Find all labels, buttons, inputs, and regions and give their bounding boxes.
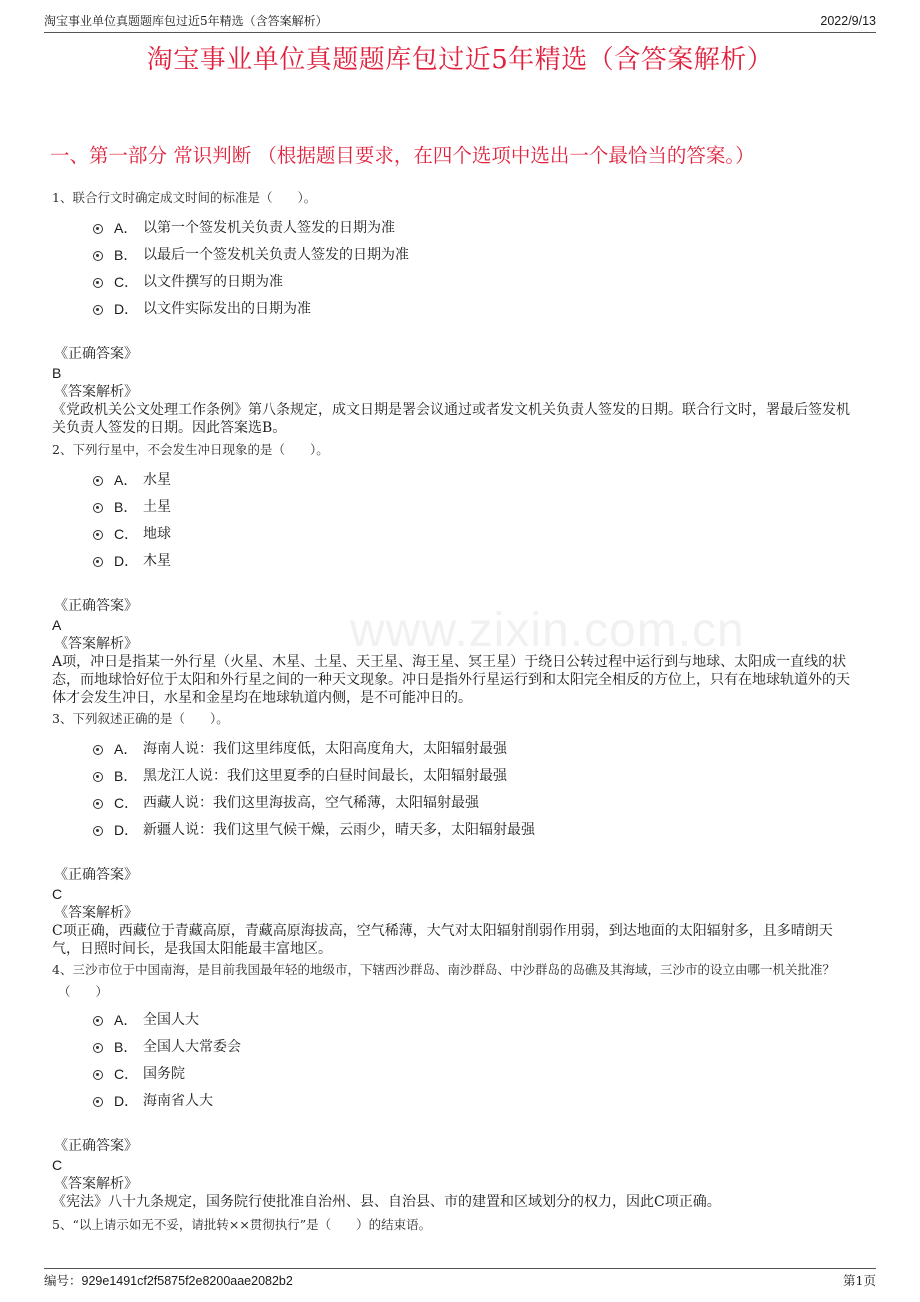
options-list (52, 1007, 858, 1115)
option-d[interactable] (52, 296, 858, 323)
footer-code-value: 929e1491cf2f5875f2e8200aae2082b2 (81, 1274, 293, 1288)
question-4 (52, 959, 858, 1211)
radio-icon[interactable] (93, 772, 103, 782)
section-heading: 一、第一部分 常识判断 （根据题目要求，在四个选项中选出一个最恰当的答案。） (50, 144, 755, 167)
option-text: 地球 (143, 526, 171, 542)
radio-icon[interactable] (93, 1043, 103, 1053)
footer-page-number: 第1页 (843, 1273, 876, 1288)
option-b[interactable] (52, 242, 858, 269)
options-list (52, 736, 858, 844)
option-letter: C． (114, 274, 139, 290)
option-text: 海南省人大 (143, 1093, 213, 1109)
watermark: www.zixin.com.cn (350, 604, 745, 657)
question-1 (52, 187, 858, 437)
option-text: 木星 (143, 553, 171, 569)
question-stem: 3、下列叙述正确的是（ ）。 (52, 711, 229, 726)
option-text: 水星 (143, 472, 171, 488)
answer-block (52, 866, 858, 958)
option-text: 以文件撰写的日期为准 (143, 274, 283, 290)
analysis-label: 《答案解析》 (54, 384, 138, 400)
option-text: 海南人说：我们这里纬度低，太阳高度角大，太阳辐射最强 (143, 741, 507, 757)
answer-label: 《正确答案》 (54, 1138, 138, 1154)
option-letter: D． (114, 553, 139, 569)
radio-icon[interactable] (93, 1016, 103, 1026)
option-text: 新疆人说：我们这里气候干燥，云雨少，晴天多，太阳辐射最强 (143, 822, 535, 838)
question-3 (52, 708, 858, 958)
answer-value: C (52, 886, 63, 902)
radio-icon[interactable] (93, 278, 103, 288)
option-c[interactable] (52, 269, 858, 296)
question-stem (52, 959, 858, 1003)
options-list (52, 467, 858, 575)
radio-icon[interactable] (93, 224, 103, 234)
option-letter: B． (114, 768, 138, 784)
option-a[interactable] (52, 1007, 858, 1034)
question-stem: 2、下列行星中，不会发生冲日现象的是（ ）。 (52, 442, 329, 457)
option-text: 以文件实际发出的日期为准 (143, 301, 311, 317)
radio-icon[interactable] (93, 530, 103, 540)
option-a[interactable] (52, 215, 858, 242)
question-5 (52, 1214, 858, 1236)
option-text: 全国人大 (143, 1012, 199, 1028)
option-letter: D． (114, 1093, 139, 1109)
option-text: 西藏人说：我们这里海拔高，空气稀薄，太阳辐射最强 (143, 795, 479, 811)
analysis-text: 《党政机关公文处理工作条例》第八条规定，成文日期是署会议通过或者发文机关负责人签发的日期。联合行文时，署最后签发机关负责人签发的日期。因此答案选B。 (52, 402, 850, 436)
radio-icon[interactable] (93, 503, 103, 513)
option-letter: C． (114, 795, 139, 811)
option-letter: B． (114, 1039, 138, 1055)
page-title: 淘宝事业单位真题题库包过近5年精选（含答案解析） (146, 45, 774, 75)
page-header (44, 12, 876, 33)
option-letter: A． (114, 220, 138, 236)
option-a[interactable] (52, 736, 858, 763)
options-list (52, 215, 858, 323)
option-text: 以第一个签发机关负责人签发的日期为准 (143, 220, 395, 236)
radio-icon[interactable] (93, 476, 103, 486)
radio-icon[interactable] (93, 1097, 103, 1107)
footer-code-label: 编号： (44, 1273, 82, 1288)
header-date: 2022/9/13 (820, 14, 876, 28)
question-stem: 1、联合行文时确定成文时间的标准是（ ）。 (52, 190, 317, 205)
option-letter: D． (114, 301, 139, 317)
analysis-label: 《答案解析》 (54, 905, 138, 921)
option-b[interactable] (52, 763, 858, 790)
answer-block (52, 597, 858, 707)
header-doc-title: 淘宝事业单位真题题库包过近5年精选（含答案解析） (44, 14, 328, 28)
option-letter: C． (114, 526, 139, 542)
option-d[interactable] (52, 817, 858, 844)
option-letter: D． (114, 822, 139, 838)
radio-icon[interactable] (93, 826, 103, 836)
option-b[interactable] (52, 1034, 858, 1061)
question-stem: 5、“以上请示如无不妥，请批转××贯彻执行”是（ ）的结束语。 (52, 1217, 432, 1232)
radio-icon[interactable] (93, 557, 103, 567)
option-letter: A． (114, 472, 138, 488)
answer-value: C (52, 1157, 63, 1173)
answer-label: 《正确答案》 (54, 598, 138, 614)
radio-icon[interactable] (93, 305, 103, 315)
analysis-text: C项正确，西藏位于青藏高原，青藏高原海拔高，空气稀薄，大气对太阳辐射削弱作用弱，到达地面的太阳辐射多，且多晴朗天气，日照时间长，是我国太阳能最丰富地区。 (52, 923, 833, 957)
option-letter: B． (114, 247, 138, 263)
option-letter: A． (114, 741, 138, 757)
option-text: 黑龙江人说：我们这里夏季的白昼时间最长，太阳辐射最强 (143, 768, 507, 784)
option-b[interactable] (52, 494, 858, 521)
option-text: 土星 (143, 499, 171, 515)
answer-label: 《正确答案》 (54, 346, 138, 362)
page-footer (44, 1268, 876, 1291)
option-text: 国务院 (143, 1066, 185, 1082)
footer-code (44, 1270, 293, 1292)
radio-icon[interactable] (93, 251, 103, 261)
answer-value: B (52, 365, 62, 381)
analysis-label: 《答案解析》 (54, 1176, 138, 1192)
option-text: 全国人大常委会 (143, 1039, 241, 1055)
option-a[interactable] (52, 467, 858, 494)
option-c[interactable] (52, 1061, 858, 1088)
option-letter: C． (114, 1066, 139, 1082)
analysis-text: A项，冲日是指某一外行星（火星、木星、土星、天王星、海王星、冥王星）于绕日公转过程中运行到与地球、太阳成一直线的状态，而地球恰好位于太阳和外行星之间的一种天文现象。冲日是指外行星运行到和太阳完全相反的方位上，只有在地球轨道外的天体才会发生冲日，水星和金星均在地球轨道内侧，是不可能冲日的。 (52, 654, 850, 706)
analysis-text: 《宪法》八十九条规定，国务院行使批准自治州、县、自治县、市的建置和区域划分的权力，因此C项正确。 (52, 1194, 721, 1210)
option-d[interactable] (52, 1088, 858, 1115)
option-d[interactable] (52, 548, 858, 575)
radio-icon[interactable] (93, 745, 103, 755)
question-stem-text: 4、三沙市位于中国南海，是目前我国最年轻的地级市，下辖西沙群岛、南沙群岛、中沙群岛的岛礁及其海域，三沙市的设立由哪一机关批准？ (52, 962, 835, 977)
radio-icon[interactable] (93, 799, 103, 809)
analysis-label: 《答案解析》 (54, 636, 138, 652)
option-c[interactable] (52, 790, 858, 817)
option-c[interactable] (52, 521, 858, 548)
option-letter: A． (114, 1012, 138, 1028)
question-2 (52, 439, 858, 707)
answer-label: 《正确答案》 (54, 867, 138, 883)
question-stem-blank: （ ） (58, 984, 109, 999)
answer-value: A (52, 617, 62, 633)
option-text: 以最后一个签发机关负责人签发的日期为准 (143, 247, 409, 263)
answer-block (52, 1137, 858, 1211)
radio-icon[interactable] (93, 1070, 103, 1080)
option-letter: B． (114, 499, 138, 515)
answer-block (52, 345, 858, 437)
